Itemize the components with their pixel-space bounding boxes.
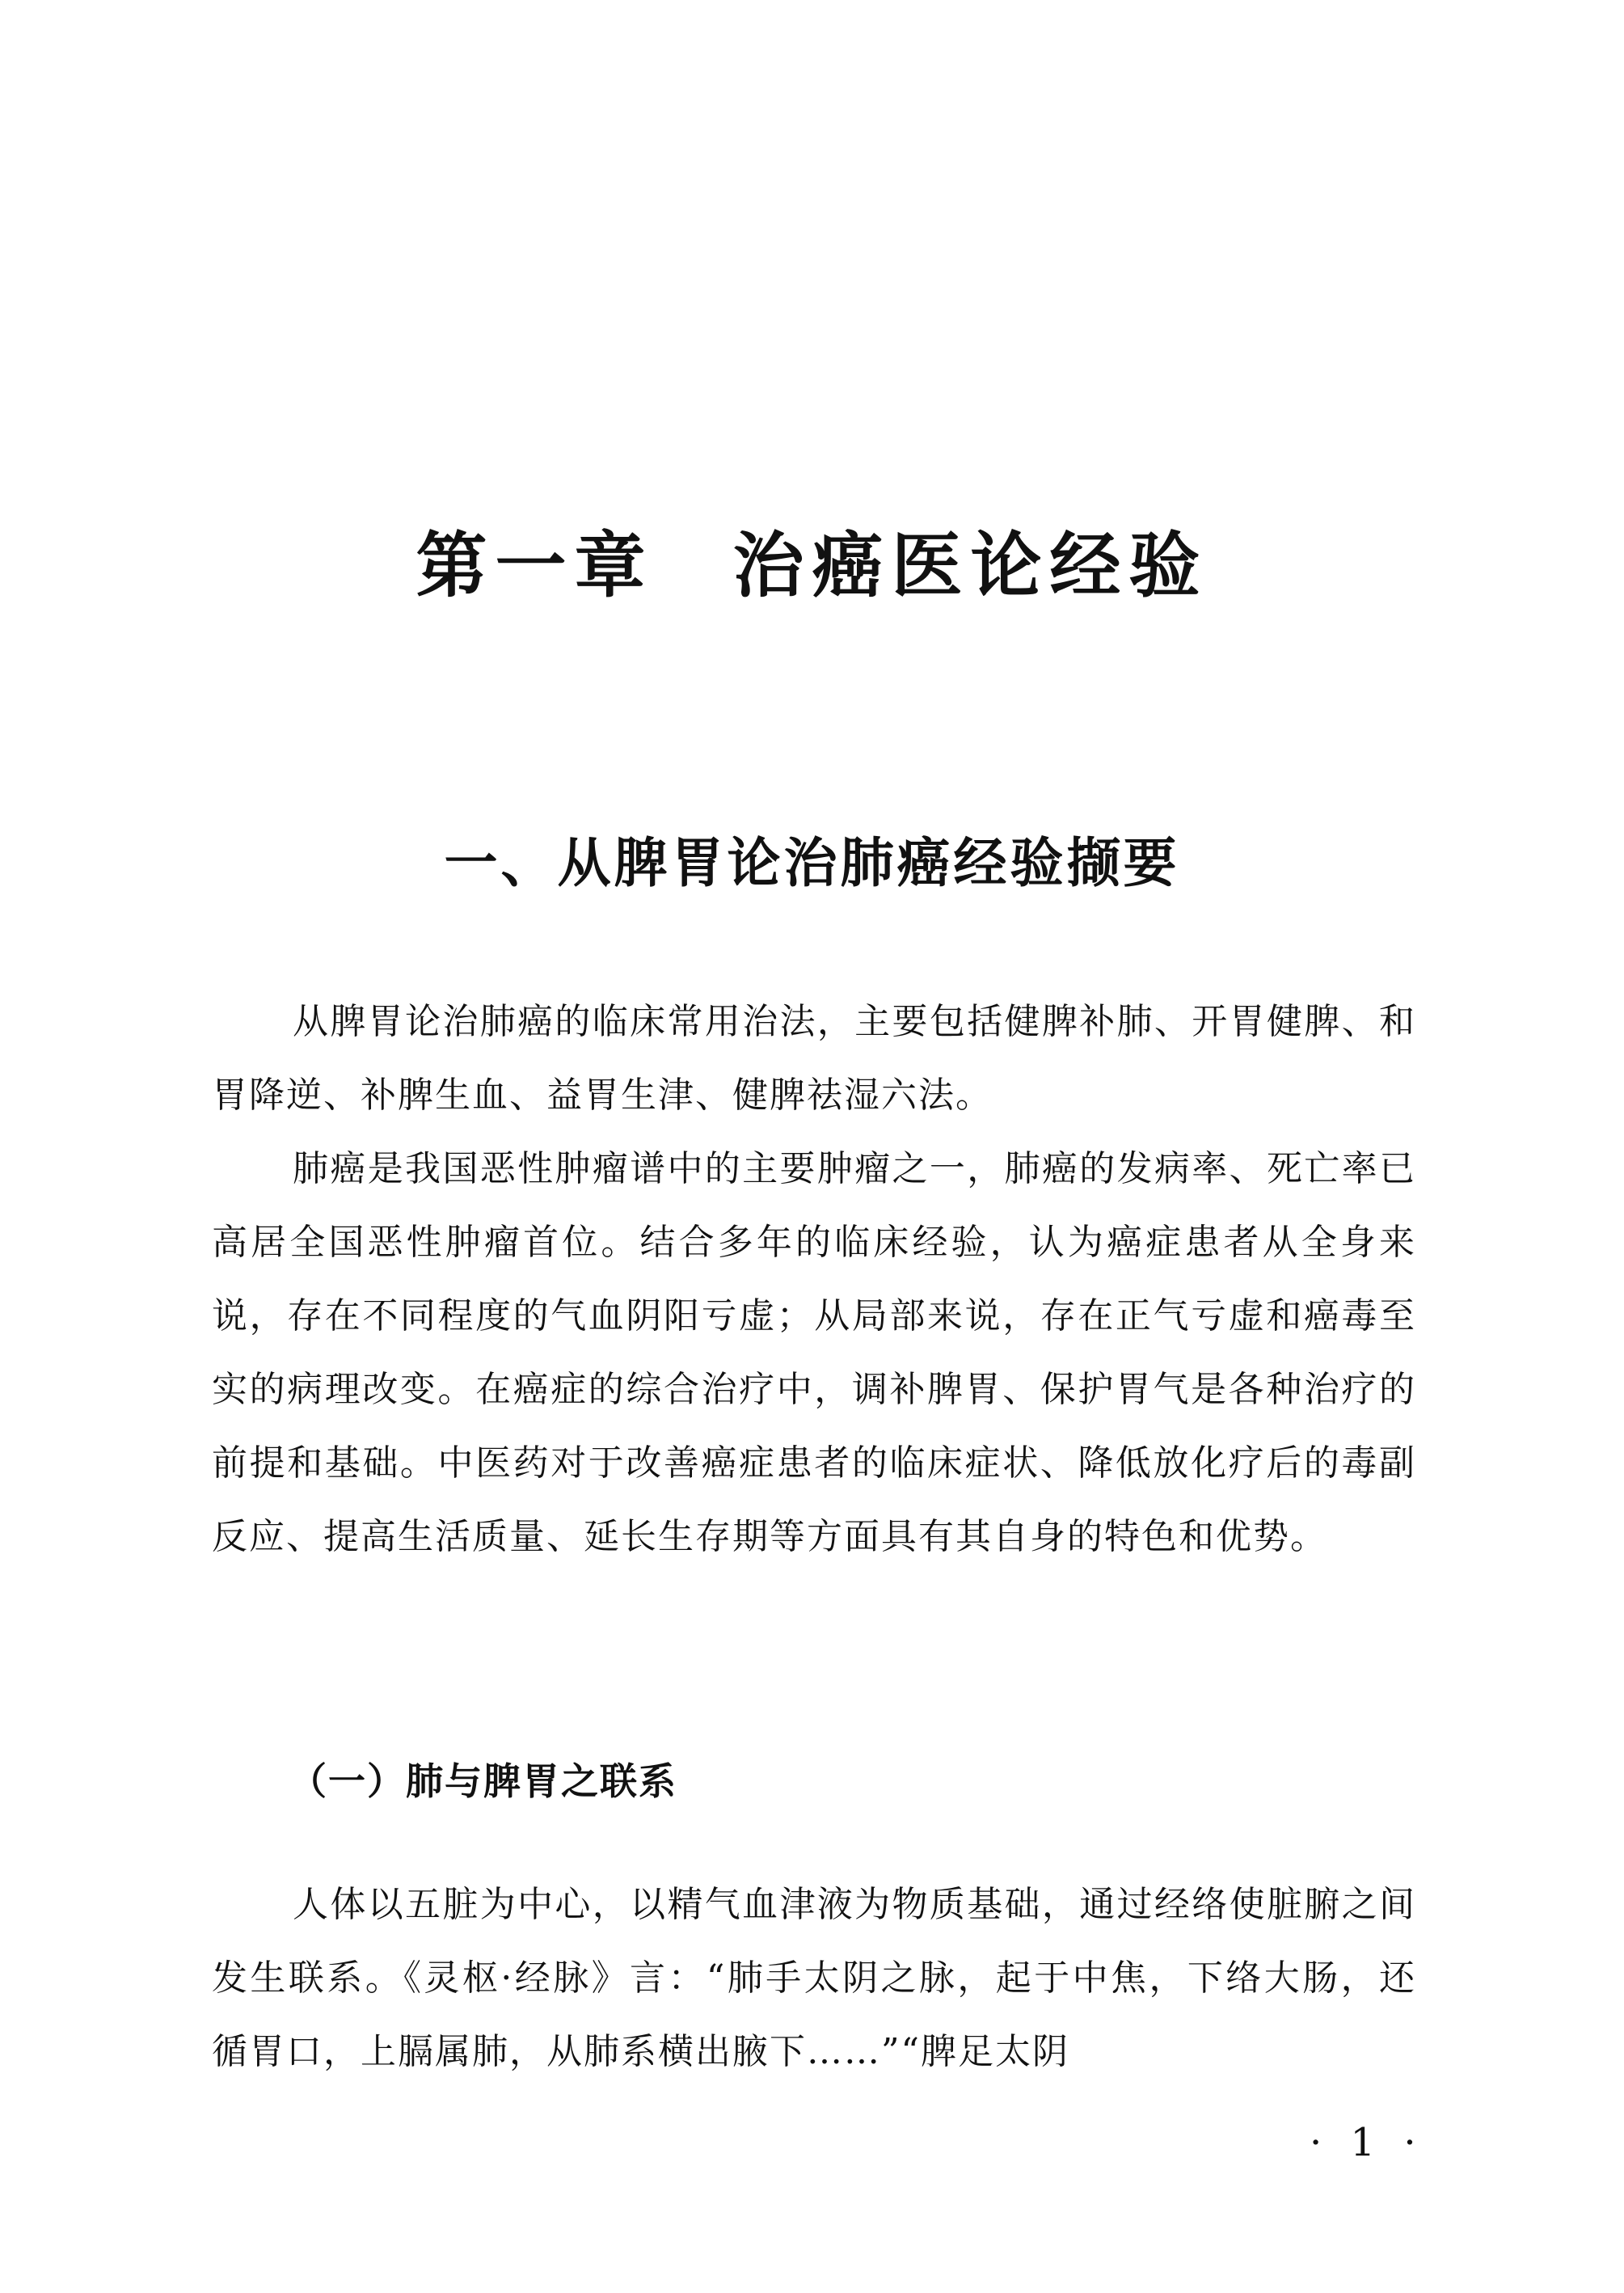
paragraph-organ-connection: 人体以五脏为中心，以精气血津液为物质基础，通过经络使脏腑之间发生联系。《灵枢·经脉》言：“肺手太阴之脉，起于中焦，下络大肠，还循胃口，上膈属肺，从肺系横出腋下……”“脾足太阴 xyxy=(212,1884,1416,2072)
subsection-title: （一）肺与脾胃之联系 xyxy=(289,1759,677,1803)
paragraph-intro: 从脾胃论治肺癌的临床常用治法，主要包括健脾补肺、开胃健脾、和胃降逆、补脾生血、益胃生津、健脾祛湿六法。 xyxy=(212,1001,1416,1116)
section-title: 一、从脾胃论治肺癌经验撷要 xyxy=(444,831,1180,894)
page-number: · 1 · xyxy=(1310,2120,1424,2165)
paragraph-lung-cancer-overview: 肺癌是我国恶性肿瘤谱中的主要肿瘤之一，肺癌的发病率、死亡率已高居全国恶性肿瘤首位。结合多年的临床经验，认为癌症患者从全身来说，存在不同程度的气血阴阳亏虚；从局部来说，存在正气亏虚和癌毒至实的病理改变。在癌症的综合治疗中，调补脾胃、保护胃气是各种治疗的前提和基础。中医药对于改善癌症患者的临床症状、降低放化疗后的毒副反应、提高生活质量、延长生存期等方面具有其自身的特色和优势。 xyxy=(212,1148,1416,1557)
chapter-title: 第一章 治癌医论经验 xyxy=(415,522,1209,607)
